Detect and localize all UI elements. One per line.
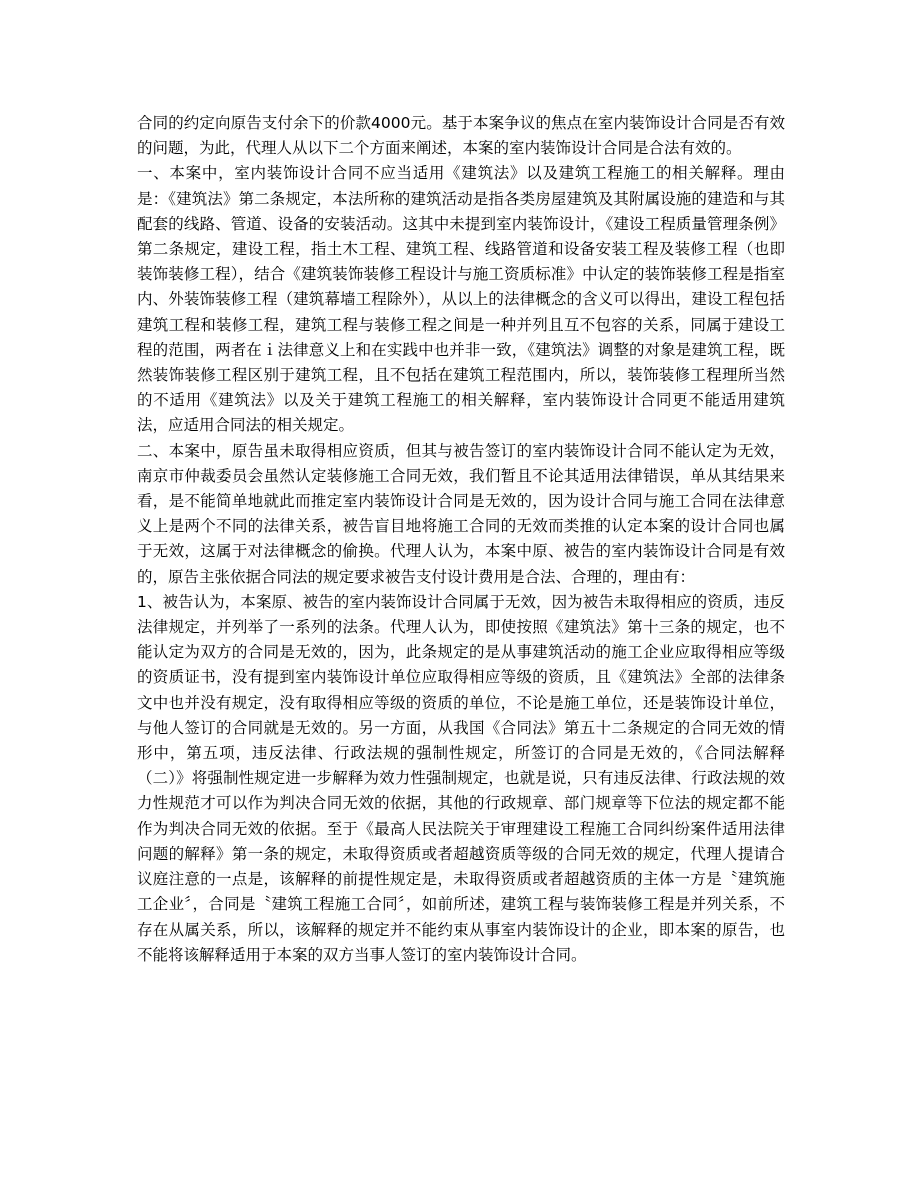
paragraph-point-one: 一、本案中，室内装饰设计合同不应当适用《建筑法》以及建筑工程施工的相关解释。理由是：《建筑法》第二条规定，本法所称的建筑活动是指各类房屋建筑及其附属设施的建造和与其配套的线路、管道、设备的安装活动。这其中未提到室内装饰设计，《建设工程质量管理条例》第二条规定，建设工程，指土木工程、建筑工程、线路管道和设备安装工程及装修工程（也即装饰装修工程），结合《建筑装饰装修工程设计与施工资质标准》中认定的装饰装修工程是指室内、外装饰装修工程（建筑幕墙工程除外），从以上的法律概念的含义可以得出，建设工程包括建筑工程和装修工程，建筑工程与装修工程之间是一种并列且互不包容的关系，同属于建设工程的范围，两者在ｉ法律意义上和在实践中也并非一致，《建筑法》调整的对象是建筑工程，既然装饰装修工程区别于建筑工程，且不包括在建筑工程范围内，所以，装饰装修工程理所当然的不适用《建筑法》以及关于建筑工程施工的相关解释，室内装饰设计合同更不能适用建筑法，应适用合同法的相关规定。 (137, 164, 785, 435)
document-body (137, 111, 785, 968)
paragraph-subpoint-one: 1、被告认为，本案原、被告的室内装饰设计合同属于无效，因为被告未取得相应的资质，违反法律规定，并列举了一系列的法条。代理人认为，即使按照《建筑法》第十三条的规定，也不能认定为双方的合同是无效的，因为，此条规定的是从事建筑活动的施工企业应取得相应等级的资质证书，没有提到室内装饰设计单位应取得相应等级的资质，且《建筑法》全部的法律条文中也并没有规定，没有取得相应等级的资质的单位，不论是施工单位，还是装饰设计单位，与他人签订的合同就是无效的。另一方面，从我国《合同法》第五十二条规定的合同无效的情形中，第五项，违反法律、行政法规的强制性规定，所签订的合同是无效的，《合同法解释（二）》将强制性规定进一步解释为效力性强制规定，也就是说，只有违反法律、行政法规的效力性规范才可以作为判决合同无效的依据，其他的行政规章、部门规章等下位法的规定都不能作为判决合同无效的依据。至于《最高人民法院关于审理建设工程施工合同纠纷案件适用法律问题的解释》第一条的规定，未取得资质或者超越资质等级的合同无效的规定，代理人提请合议庭注意的一点是，该解释的前提性规定是，未取得资质或者超越资质的主体一方是〝建筑施工企业〞，合同是〝建筑工程施工合同〞，如前所述，建筑工程与装饰装修工程是并列关系，不存在从属关系，所以，该解释的规定并不能约束从事室内装饰设计的企业，即本案的原告，也不能将该解释适用于本案的双方当事人签订的室内装饰设计合同。 (137, 592, 785, 964)
paragraph-intro: 合同的约定向原告支付余下的价款4000元。基于本案争议的焦点在室内装饰设计合同是否有效的问题，为此，代理人从以下二个方面来阐述，本案的室内装饰设计合同是合法有效的。 (137, 114, 785, 158)
paragraph-point-two: 二、本案中，原告虽未取得相应资质，但其与被告签订的室内装饰设计合同不能认定为无效，南京市仲裁委员会虽然认定装修施工合同无效，我们暂且不论其适用法律错误，单从其结果来看，是不能简单地就此而推定室内装饰设计合同是无效的，因为设计合同与施工合同在法律意义上是两个不同的法律关系，被告盲目地将施工合同的无效而类推的认定本案的设计合同也属于无效，这属于对法律概念的偷换。代理人认为，本案中原、被告的室内装饰设计合同是有效的，原告主张依据合同法的规定要求被告支付设计费用是合法、合理的，理由有： (137, 441, 785, 586)
